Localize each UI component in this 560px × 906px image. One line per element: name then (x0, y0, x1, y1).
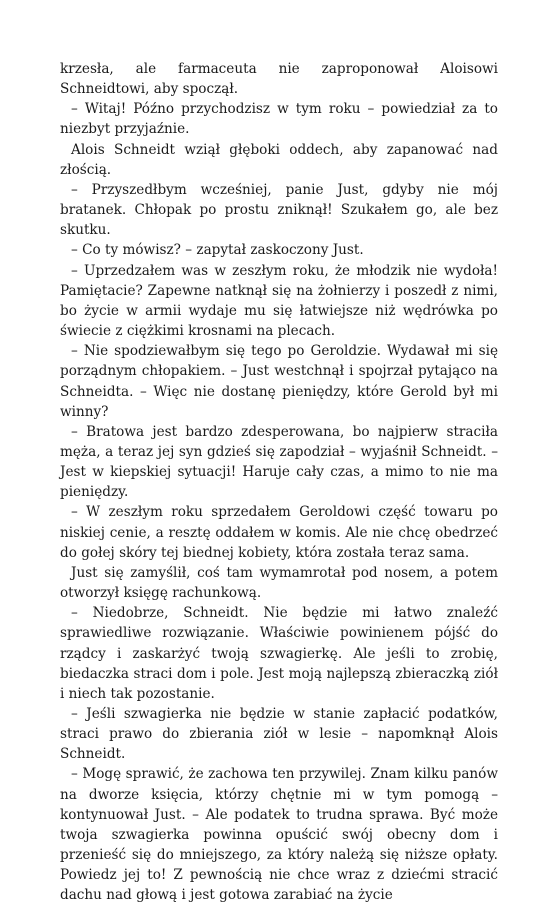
book-page (60, 59, 498, 906)
paragraph: Just się zamyślił, coś tam wymamrotał pod nosem, a potem otworzył księgę rachunkową. (60, 564, 498, 602)
paragraph: – W zeszłym roku sprzedałem Geroldowi część towaru po niskiej cenie, a resztę oddałem w komis. Ale nie chcę obedrzeć do gołej skóry tej biednej kobiety, która została teraz sama. (60, 504, 498, 561)
paragraph: – Bratowa jest bardzo zdesperowana, bo najpierw straciła męża, a teraz jej syn gdzieś się zapodział – wyjaśnił Schneidt. – Jest w kiepskiej sytuacji! Haruje cały czas, a mimo to nie ma pieniędzy. (60, 423, 498, 501)
paragraph: – Jeśli szwagierka nie będzie w stanie zapłacić podatków, straci prawo do zbierania ziół w lesie – napomknął Alois Schneidt. (60, 706, 498, 763)
paragraph: – Co ty mówisz? – zapytał zaskoczony Just. (71, 242, 364, 259)
paragraph: – Nie spodziewałbym się tego po Geroldzie. Wydawał mi się porządnym chłopakiem. – Just westchnął i spojrzał pytająco na Schneidta. – Więc nie dostanę pieniędzy, które Gerold był mi winny? (60, 343, 498, 420)
paragraph: – Uprzedzałem was w zeszłym roku, że młodzik nie wydoła! Pamiętacie? Zapewne natknął się na żołnierzy i poszedł z nimi, bo życie w armii wydaje mu się łatwiejsze niż wędrówka po świecie z ciężkimi krosnami na plecach. (60, 262, 498, 340)
paragraph: Alois Schneidt wziął głęboki oddech, aby zapanować nad złością. (60, 141, 498, 178)
paragraph: – Witaj! Późno przychodzisz w tym roku – powiedział za to niezbyt przyjaźnie. (60, 101, 498, 138)
paragraph: krzesła, ale farmaceuta nie zaproponował Aloisowi Schneidtowi, aby spoczął. (60, 61, 498, 98)
paragraph: – Niedobrze, Schneidt. Nie będzie mi łatwo znaleźć sprawiedliwe rozwiązanie. Właściwie powinienem pójść do rządcy i zaskarżyć twoją szwagierkę. Ale jeśli to zrobię, biedaczka straci dom i pole. Jest moją najlepszą zbieraczką ziół i niech tak pozostanie. (60, 605, 498, 702)
paragraph: – Przyszedłbym wcześniej, panie Just, gdyby nie mój bratanek. Chłopak po prostu zniknął! Szukałem go, ale bez skutku. (60, 181, 498, 239)
paragraph: – Mogę sprawić, że zachowa ten przywilej. Znam kilku panów na dworze księcia, którzy chętnie mi w tym pomogą – kontynuował Just. – Ale podatek to trudna sprawa. Być może twoja szwagierka powinna opuścić swój obecny dom i przenieść się do mniejszego, za który należą się niższe opłaty. Powiedz jej to! Z pewnością nie chce wraz z dziećmi stracić dachu nad głową i jest gotowa zarabiać na życie (60, 766, 498, 904)
